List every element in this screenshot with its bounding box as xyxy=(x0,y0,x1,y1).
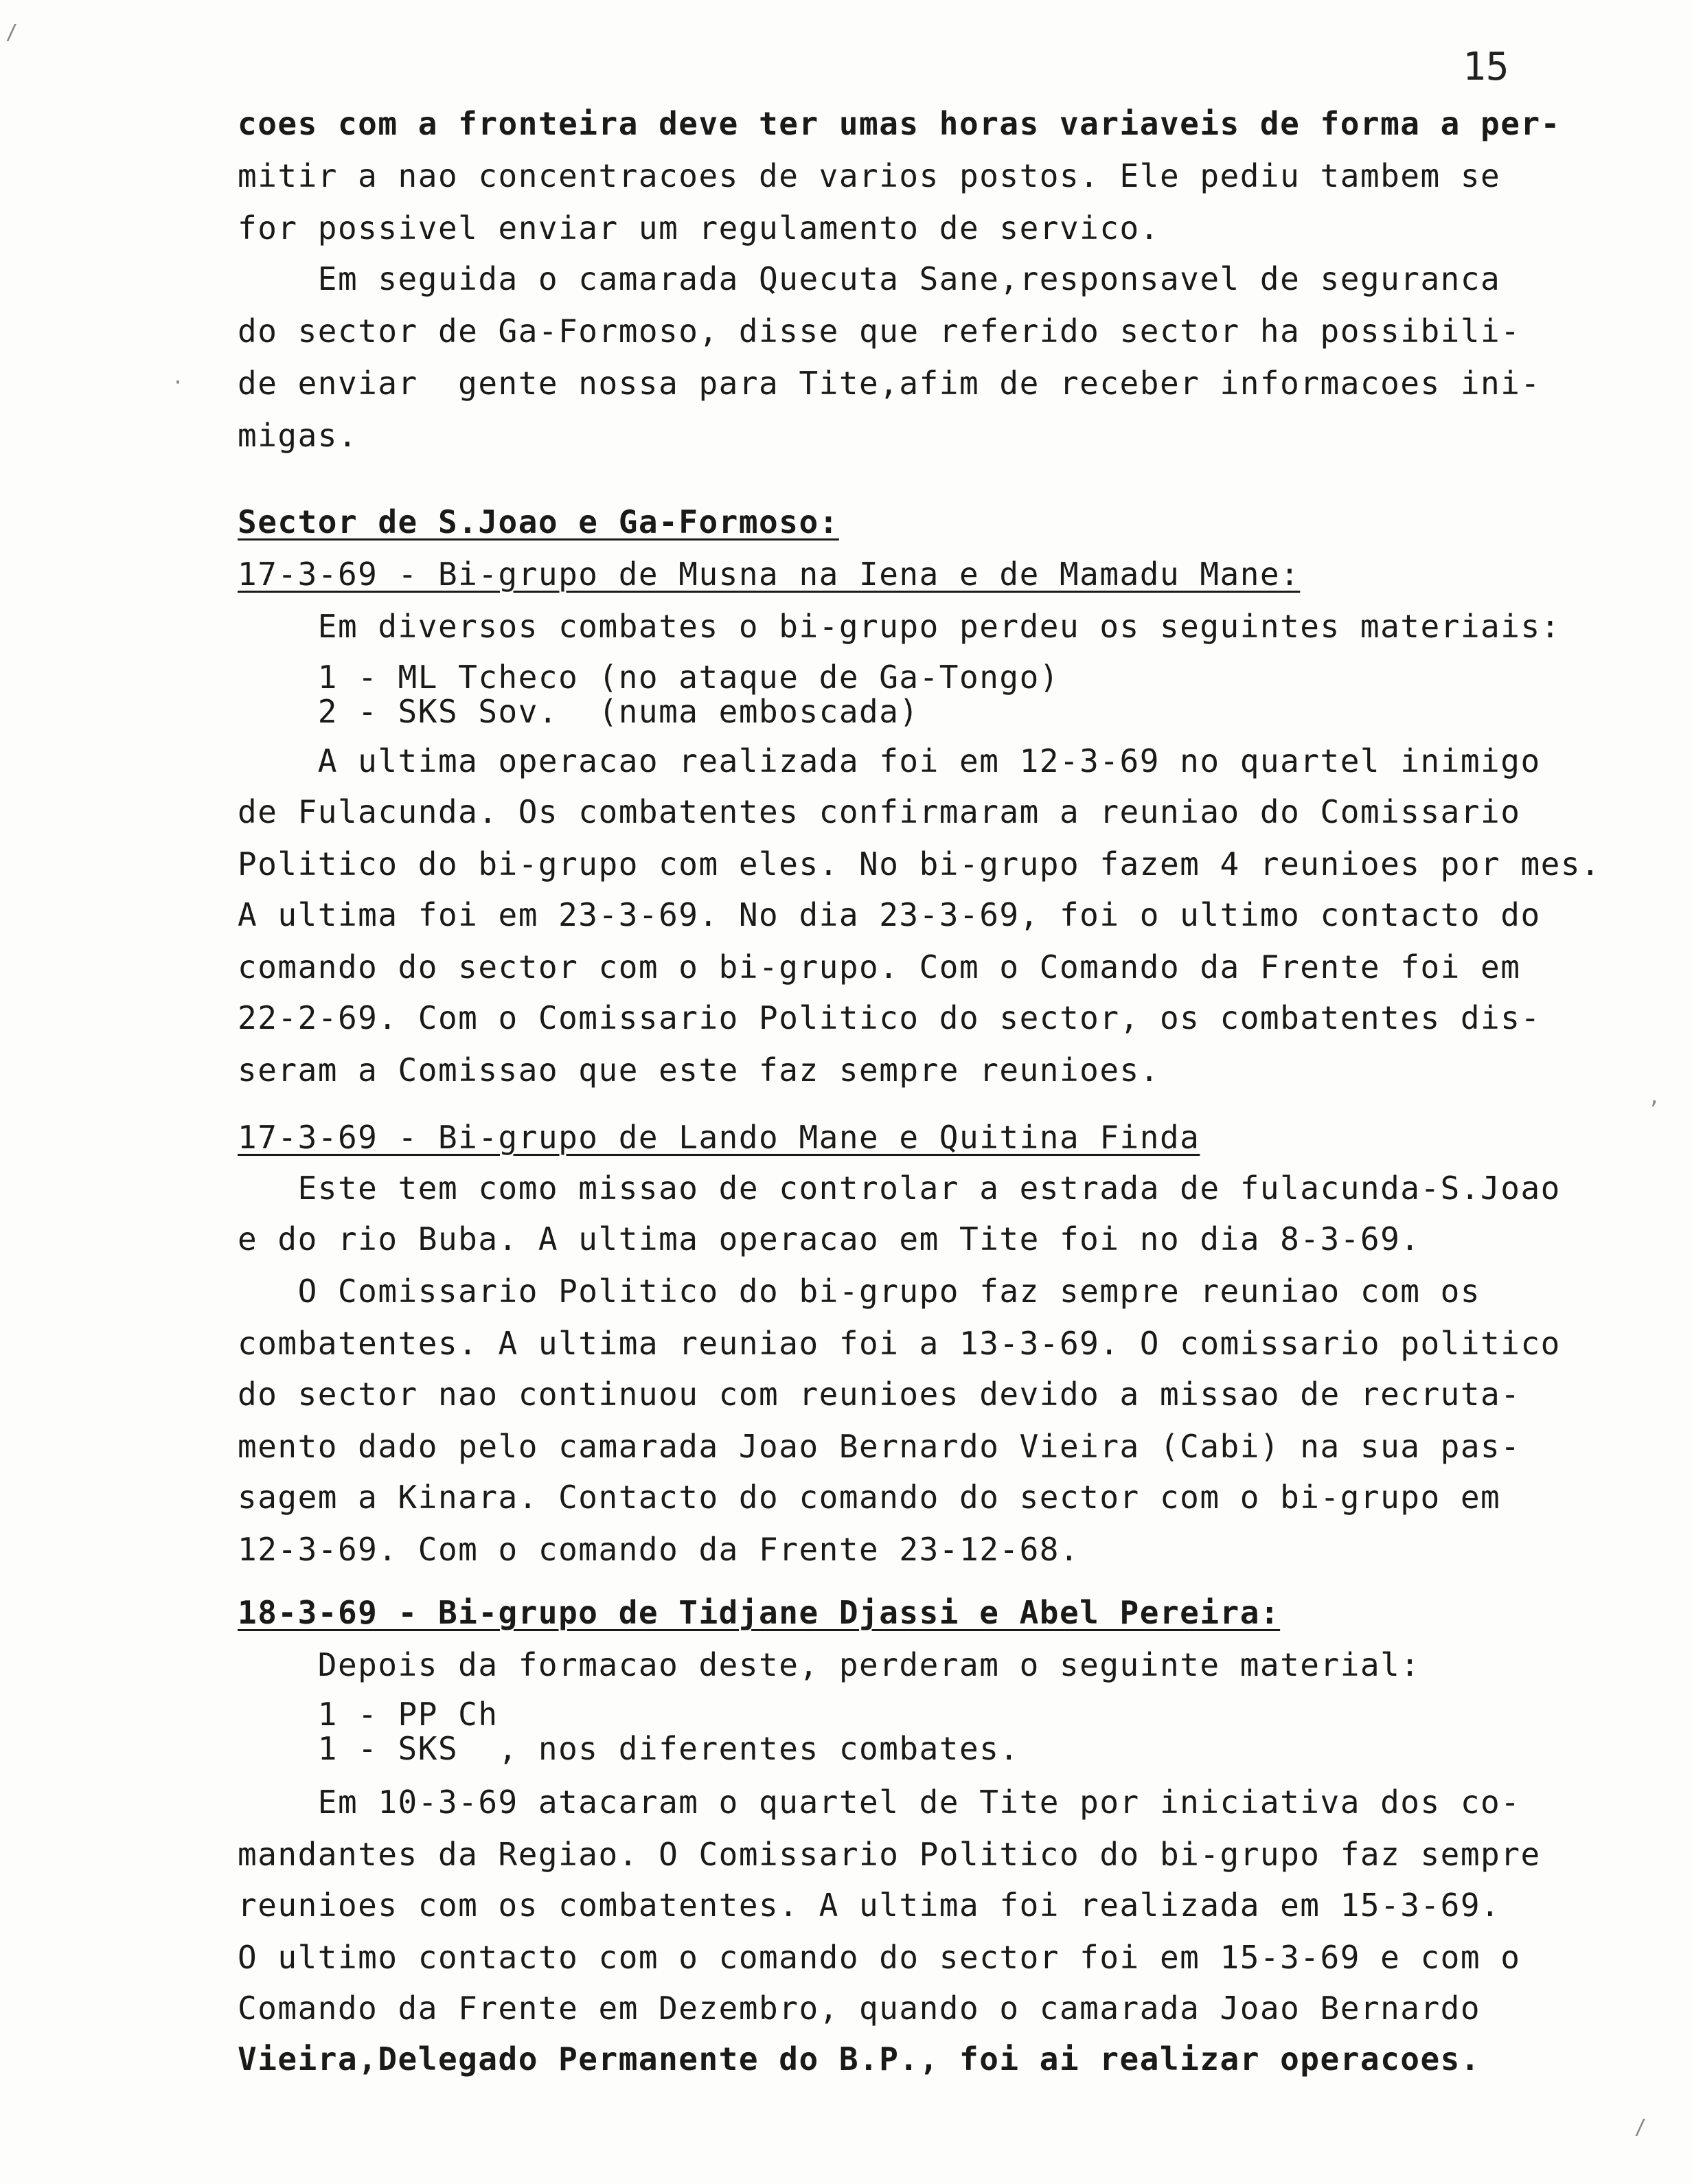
list-item-2: 2 - SKS Sov. (numa emboscada) xyxy=(238,693,919,730)
text-line-1: coes com a fronteira deve ter umas horas variaveis de forma a per- xyxy=(238,105,1561,142)
text-line-36: O ultimo contacto com o comando do sector foi em 15-3-69 e com o xyxy=(238,1939,1521,1976)
text-line-7: migas. xyxy=(238,417,358,454)
text-line-26: mento dado pelo camarada Joao Bernardo Vieira (Cabi) na sua pas- xyxy=(238,1428,1521,1465)
text-line-38: Vieira,Delegado Permanente do B.P., foi ai realizar operacoes. xyxy=(238,2040,1481,2078)
text-line-21: Este tem como missao de controlar a estrada de fulacunda-S.Joao xyxy=(238,1170,1561,1207)
section-heading: Sector de S.Joao e Ga-Formoso: xyxy=(238,503,839,541)
text-line-34: mandantes da Regiao. O Comissario Politico do bi-grupo faz sempre xyxy=(238,1836,1541,1873)
text-line-3: for possivel enviar um regulamento de servico. xyxy=(238,209,1160,247)
text-line-19: seram a Comissao que este faz sempre reunioes. xyxy=(238,1051,1160,1089)
text-line-4: Em seguida o camarada Quecuta Sane,responsavel de seguranca xyxy=(238,260,1501,297)
text-line-24: combatentes. A ultima reuniao foi a 13-3-69. O comissario politico xyxy=(238,1325,1561,1362)
text-line-23: O Comissario Politico do bi-grupo faz sempre reuniao com os xyxy=(238,1273,1481,1310)
text-line-5: do sector de Ga-Formoso, disse que referido sector ha possibili- xyxy=(238,312,1521,350)
text-line-18: 22-2-69. Com o Comissario Politico do sector, os combatentes dis- xyxy=(238,999,1541,1036)
text-line-33: Em 10-3-69 atacaram o quartel de Tite por iniciativa dos co- xyxy=(238,1784,1521,1821)
text-line-16: A ultima foi em 23-3-69. No dia 23-3-69, foi o ultimo contacto do xyxy=(238,896,1541,933)
scan-mark: / xyxy=(1634,2115,1647,2139)
scan-mark: , xyxy=(1648,1085,1661,1109)
text-line-17: comando do sector com o bi-grupo. Com o Comando da Frente foi em xyxy=(238,948,1521,986)
list-item-3: 1 - PP Ch xyxy=(238,1696,499,1733)
text-line-15: Politico do bi-grupo com eles. No bi-grupo fazem 4 reunioes por mes. xyxy=(238,845,1601,883)
text-line-27: sagem a Kinara. Contacto do comando do sector com o bi-grupo em xyxy=(238,1479,1501,1516)
text-line-25: do sector nao continuou com reunioes devido a missao de recruta- xyxy=(238,1376,1521,1413)
text-line-13: A ultima operacao realizada foi em 12-3-69 no quartel inimigo xyxy=(238,742,1541,780)
text-line-37: Comando da Frente em Dezembro, quando o camarada Joao Bernardo xyxy=(238,1990,1481,2027)
list-item-4: 1 - SKS , nos diferentes combates. xyxy=(238,1730,1020,1767)
text-line-35: reunioes com os combatentes. A ultima foi realizada em 15-3-69. xyxy=(238,1887,1501,1924)
scan-mark: · xyxy=(172,371,185,395)
list-item-1: 1 - ML Tcheco (no ataque de Ga-Tongo) xyxy=(238,659,1060,696)
page-number: 15 xyxy=(1463,45,1509,89)
text-line-22: e do rio Buba. A ultima operacao em Tite foi no dia 8-3-69. xyxy=(238,1220,1421,1258)
scan-mark: / xyxy=(5,21,19,45)
group-heading-2: 17-3-69 - Bi-grupo de Lando Mane e Quitina Finda xyxy=(238,1119,1200,1156)
text-line-10: Em diversos combates o bi-grupo perdeu os seguintes materiais: xyxy=(238,608,1561,645)
text-line-30: Depois da formacao deste, perderam o seguinte material: xyxy=(238,1646,1421,1683)
text-line-6: de enviar gente nossa para Tite,afim de receber informacoes ini- xyxy=(238,365,1541,402)
text-line-2: mitir a nao concentracoes de varios postos. Ele pediu tambem se xyxy=(238,157,1501,194)
text-line-14: de Fulacunda. Os combatentes confirmaram a reuniao do Comissario xyxy=(238,793,1521,830)
group-heading-3: 18-3-69 - Bi-grupo de Tidjane Djassi e Abel Pereira: xyxy=(238,1594,1281,1631)
text-line-28: 12-3-69. Com o comando da Frente 23-12-68. xyxy=(238,1531,1080,1568)
group-heading-1: 17-3-69 - Bi-grupo de Musna na Iena e de Mamadu Mane: xyxy=(238,556,1301,593)
